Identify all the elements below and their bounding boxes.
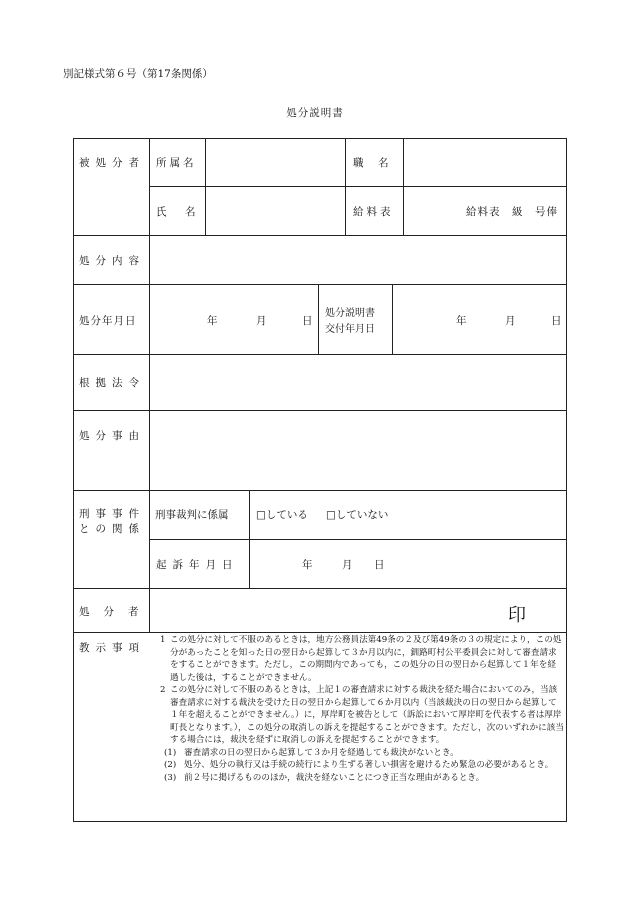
row-divider [73,410,567,411]
document-title: 処分説明書 [286,107,344,119]
department-label: 所属名 [156,157,197,169]
disposition-year: 年 [207,315,218,327]
instructions-notes [160,634,564,784]
criminal-case-label-line2: との関係 [79,523,145,535]
name-label: 氏 名 [156,206,200,218]
subitem-number: (2) [164,760,177,770]
explanation-month: 月 [505,315,516,327]
explanation-date-label-line2: 交付年月日 [325,324,375,335]
column-divider [345,138,346,235]
row-divider [73,284,567,285]
column-divider [392,284,393,354]
subitem-text: 前２号に掲げるもののほか，裁決を経ないことにつき正当な理由があるとき。 [184,772,485,783]
indictment-year: 年 [302,559,313,571]
legal-basis-label: 根拠法令 [79,377,145,389]
note-number: 1 [160,635,166,645]
disposition-month: 月 [256,315,267,327]
form-id: 別記様式第６号（第17条関係） [63,68,213,80]
disposer-label: 処分者 [79,606,153,618]
criminal-trial-label: 刑事裁判に係属 [155,509,229,521]
explanation-year: 年 [456,315,467,327]
column-divider [318,284,319,354]
column-divider [249,490,250,588]
subitem-text: 審査請求の日の翌日から起算して３か月を経過しても裁決がないとき。 [184,747,459,758]
subitem-number: (1) [164,747,177,758]
disposition-content-label: 処分内容 [79,255,145,267]
explanation-day: 日 [551,315,562,327]
criminal-case-label-line1: 刑事事件 [79,508,145,520]
row-divider [73,588,567,589]
row-divider [73,354,567,355]
note-text: この処分に対して不服のあるときは，地方公務員法第49条の２及び第49条の３の規定により，この処分があったことを知った日の翌日から起算して３か月以内に，釧路町村公平委員会に対して審査請求をすることができます。ただし，この期間内であっても，この処分の日の翌日から起算して１年を経過した後は，することができません。 [170,635,562,683]
subitem-text: 処分、処分の執行又は手続の続行により生ずる著しい損害を避けるため緊急の必要があるとき。 [184,760,554,770]
note-subitem-2 [160,759,564,772]
indictment-date-label: 起訴年月日 [156,559,239,571]
explanation-date-label-line1: 処分説明書 [325,308,375,319]
note-subitem-1 [160,747,564,760]
instructions-label: 教示事項 [79,642,145,654]
row-divider [149,186,567,187]
label-column-divider [149,138,150,632]
salary-grade-value: 給料表 級 号俸 [466,206,558,218]
disposition-date-label: 処分年月日 [79,315,137,327]
note-text: この処分に対して不服のあるときは，上記１の審査請求に対する裁決を経た場合においてのみ，当該審査請求に対する裁決を受けた日の翌日から起算して６か月以内（当該裁決の日の翌日から起算して１年を超えることができません。）に，厚岸町を被告として（訴訟において厚岸町を代表する者は厚岸町長となります。），この処分の取消しの訴えを提起することができます。ただし，次のいずれかに該当する場合には，裁決を経ずに取消しの訴えを提起することができます。 [170,685,564,745]
disposition-reason-label: 処分事由 [79,430,145,442]
column-divider [205,138,206,235]
note-subitem-3 [160,772,564,785]
indictment-month: 月 [342,559,353,571]
trial-option-yes[interactable]: □している [256,509,308,521]
row-divider [73,490,567,491]
column-divider [403,138,404,235]
subitem-number: (3) [164,772,177,783]
row-divider [73,632,567,633]
seal-mark: 印 [508,605,526,626]
respondent-label: 被処分者 [79,157,145,169]
row-divider [149,539,567,540]
note-number: 2 [160,685,166,695]
indictment-day: 日 [374,559,385,571]
trial-option-no[interactable]: □していない [326,509,389,521]
note-item-2 [160,684,564,747]
row-divider [73,235,567,236]
disposition-day: 日 [302,315,313,327]
position-label: 職 名 [353,157,391,169]
salary-table-label: 給料表 [353,206,394,218]
note-item-1 [160,634,564,684]
